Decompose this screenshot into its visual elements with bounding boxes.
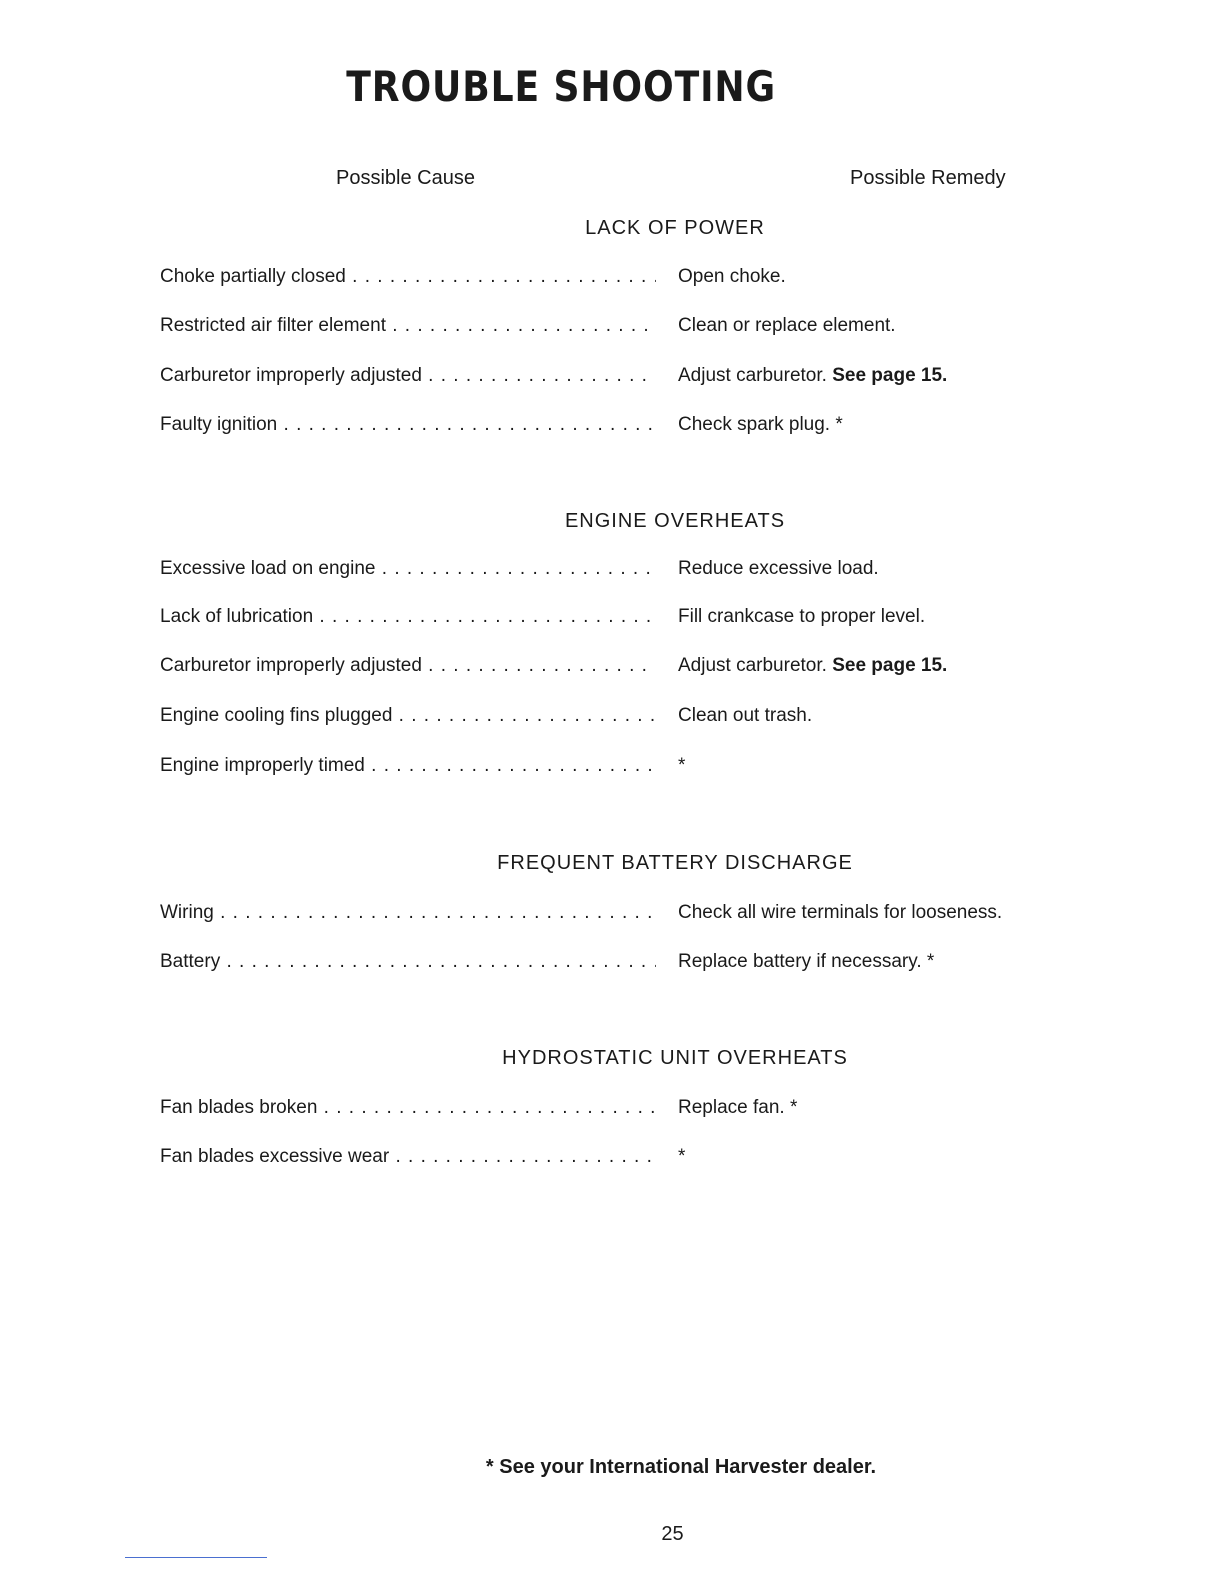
table-row bbox=[0, 266, 1225, 296]
cause-text: Wiring . . . bbox=[160, 902, 656, 924]
remedy-column-header: Possible Remedy bbox=[850, 167, 1006, 189]
page-reference: See page 15. bbox=[832, 365, 948, 386]
dealer-footnote: * See your International Harvester dealer. bbox=[485, 1456, 877, 1478]
page-number: 25 bbox=[661, 1523, 684, 1545]
table-row bbox=[0, 558, 1225, 588]
table-row bbox=[0, 606, 1225, 636]
remedy-text: Clean or replace element. bbox=[678, 315, 896, 336]
remedy-text: Fill crankcase to proper level. bbox=[678, 606, 926, 627]
remedy-text: Clean out trash. bbox=[678, 705, 813, 726]
remedy-text: Adjust carburetor. See page 15. bbox=[678, 655, 948, 676]
table-row bbox=[0, 902, 1225, 932]
remedy-text: Replace battery if necessary. * bbox=[678, 951, 935, 972]
cause-text: Faulty ignition . . . bbox=[160, 414, 656, 436]
cause-text: Carburetor improperly adjusted . . . bbox=[160, 655, 656, 677]
table-row bbox=[0, 1146, 1225, 1176]
remedy-text: * bbox=[678, 755, 686, 776]
remedy-text: Check spark plug. * bbox=[678, 414, 843, 435]
cause-text: Engine cooling fins plugged . . . bbox=[160, 705, 656, 727]
remedy-text: Check all wire terminals for looseness. bbox=[678, 902, 1003, 923]
table-row bbox=[0, 414, 1225, 444]
table-row bbox=[0, 315, 1225, 345]
table-row bbox=[0, 755, 1225, 785]
section-title: LACK OF POWER bbox=[585, 217, 765, 239]
page-reference: See page 15. bbox=[832, 655, 948, 676]
link-underline bbox=[125, 1557, 267, 1558]
cause-text: Fan blades excessive wear . . . bbox=[160, 1146, 656, 1168]
remedy-text: Reduce excessive load. bbox=[678, 558, 879, 579]
remedy-text: Open choke. bbox=[678, 266, 786, 287]
cause-text: Restricted air filter element . . . bbox=[160, 315, 656, 337]
cause-text: Lack of lubrication . . . bbox=[160, 606, 656, 628]
remedy-text: * bbox=[678, 1146, 686, 1167]
table-row bbox=[0, 705, 1225, 735]
cause-text: Choke partially closed . . . bbox=[160, 266, 656, 288]
page-title: TROUBLE SHOOTING bbox=[346, 62, 776, 111]
table-row bbox=[0, 365, 1225, 395]
cause-text: Excessive load on engine . . . bbox=[160, 558, 656, 580]
cause-text: Fan blades broken . . . bbox=[160, 1097, 656, 1119]
cause-text: Battery . . . bbox=[160, 951, 656, 973]
table-row bbox=[0, 951, 1225, 981]
section-title: HYDROSTATIC UNIT OVERHEATS bbox=[502, 1047, 848, 1069]
cause-text: Carburetor improperly adjusted . . . bbox=[160, 365, 656, 387]
cause-column-header: Possible Cause bbox=[336, 167, 475, 189]
remedy-text: Replace fan. * bbox=[678, 1097, 798, 1118]
table-row bbox=[0, 1097, 1225, 1127]
cause-text: Engine improperly timed . . . bbox=[160, 755, 656, 777]
section-title: ENGINE OVERHEATS bbox=[564, 510, 786, 532]
table-row bbox=[0, 655, 1225, 685]
section-title: FREQUENT BATTERY DISCHARGE bbox=[497, 852, 853, 874]
remedy-text: Adjust carburetor. See page 15. bbox=[678, 365, 948, 386]
